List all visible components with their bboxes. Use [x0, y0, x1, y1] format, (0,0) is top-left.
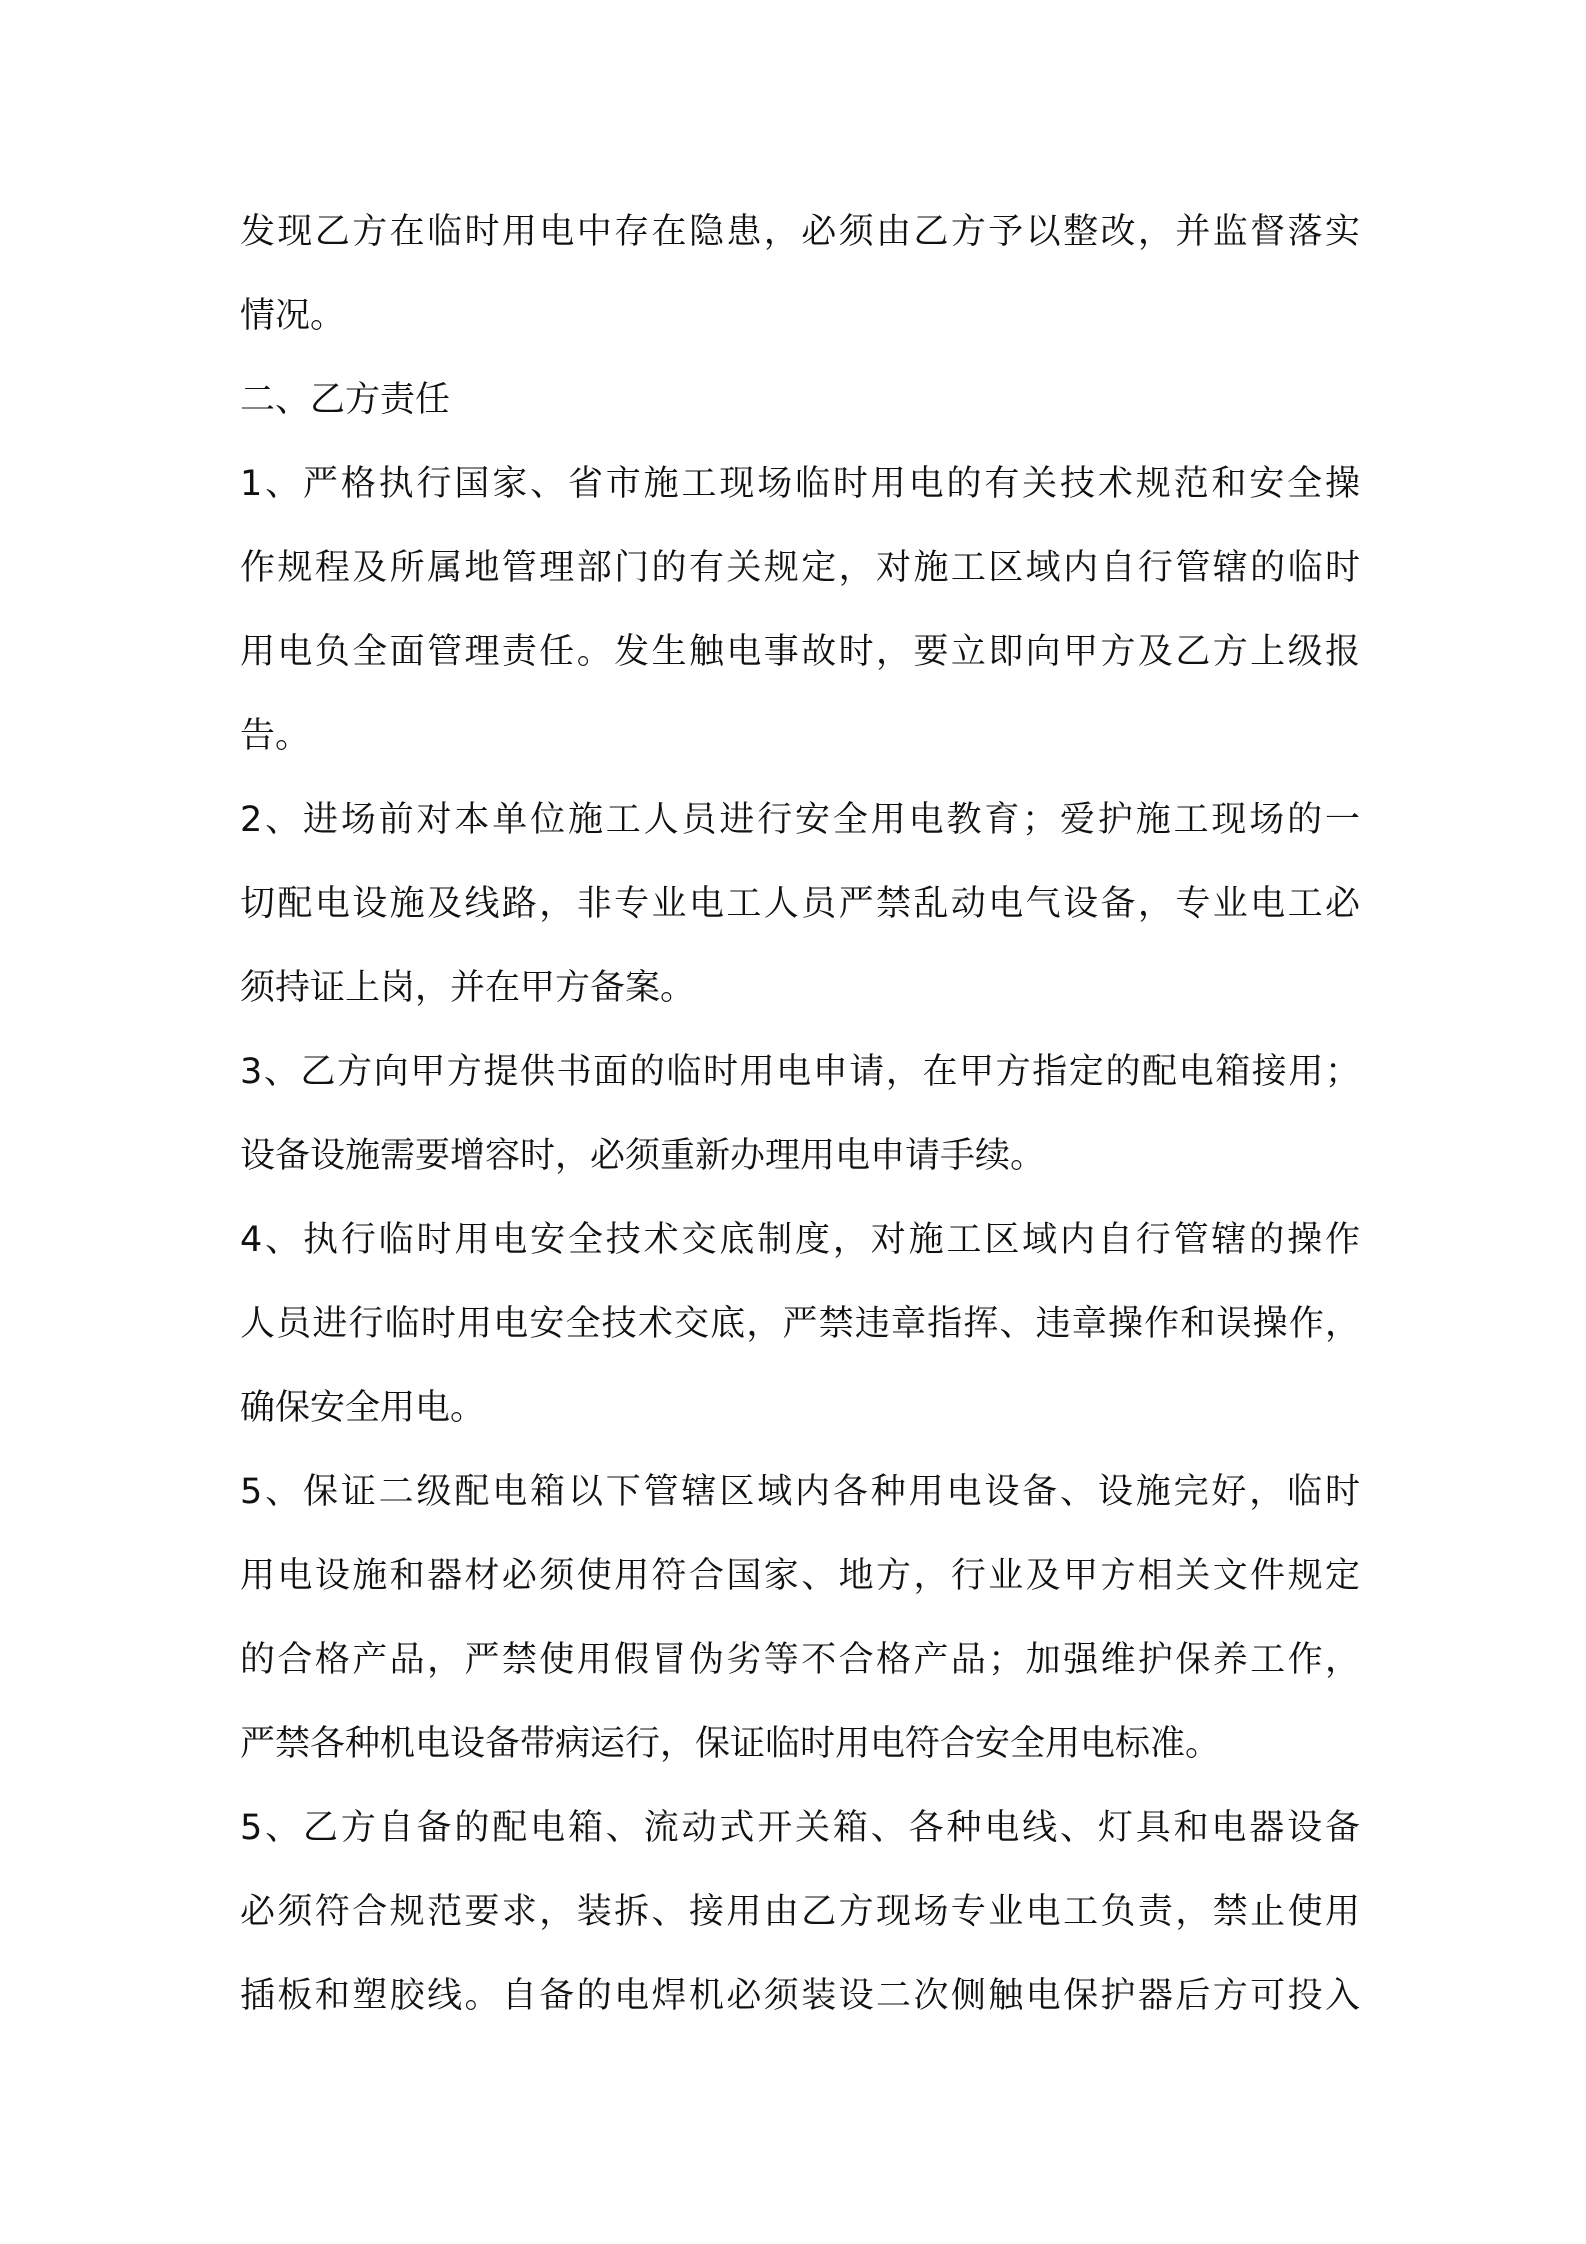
text-line: 作规程及所属地管理部门的有关规定，对施工区域内自行管辖的临时: [240, 548, 1360, 588]
text-line: 设备设施需要增容时，必须重新办理用电申请手续。: [240, 1136, 1046, 1176]
text-line: 发现乙方在临时用电中存在隐患，必须由乙方予以整改，并监督落实: [240, 212, 1360, 252]
text-line: 用电负全面管理责任。发生触电事故时，要立即向甲方及乙方上级报: [240, 632, 1360, 672]
text-line: 确保安全用电。: [240, 1388, 486, 1428]
text-line: 1、严格执行国家、省市施工现场临时用电的有关技术规范和安全操: [240, 464, 1360, 504]
text-line: 插板和塑胶线。自备的电焊机必须装设二次侧触电保护器后方可投入: [240, 1976, 1360, 2016]
text-line: 告。: [240, 716, 311, 756]
text-line: 的合格产品，严禁使用假冒伪劣等不合格产品；加强维护保养工作，: [240, 1640, 1360, 1680]
text-line: 3、乙方向甲方提供书面的临时用电申请，在甲方指定的配电箱接用；: [240, 1052, 1360, 1092]
text-line: 须持证上岗，并在甲方备案。: [240, 968, 696, 1008]
text-line: 4、执行临时用电安全技术交底制度，对施工区域内自行管辖的操作: [240, 1220, 1360, 1260]
text-line: 用电设施和器材必须使用符合国家、地方，行业及甲方相关文件规定: [240, 1556, 1360, 1596]
text-line: 严禁各种机电设备带病运行，保证临时用电符合安全用电标准。: [240, 1724, 1221, 1764]
text-line: 必须符合规范要求，装拆、接用由乙方现场专业电工负责，禁止使用: [240, 1892, 1360, 1932]
text-line: 切配电设施及线路，非专业电工人员严禁乱动电气设备，专业电工必: [240, 884, 1360, 924]
text-line: 5、保证二级配电箱以下管辖区域内各种用电设备、设施完好，临时: [240, 1472, 1360, 1512]
text-line: 5、乙方自备的配电箱、流动式开关箱、各种电线、灯具和电器设备: [240, 1808, 1360, 1848]
text-line: 情况。: [240, 296, 346, 336]
document-body: [240, 190, 1360, 2038]
text-line: 2、进场前对本单位施工人员进行安全用电教育；爱护施工现场的一: [240, 800, 1360, 840]
text-line: 人员进行临时用电安全技术交底，严禁违章指挥、违章操作和误操作，: [240, 1304, 1360, 1344]
section-heading: 二、乙方责任: [240, 380, 451, 420]
